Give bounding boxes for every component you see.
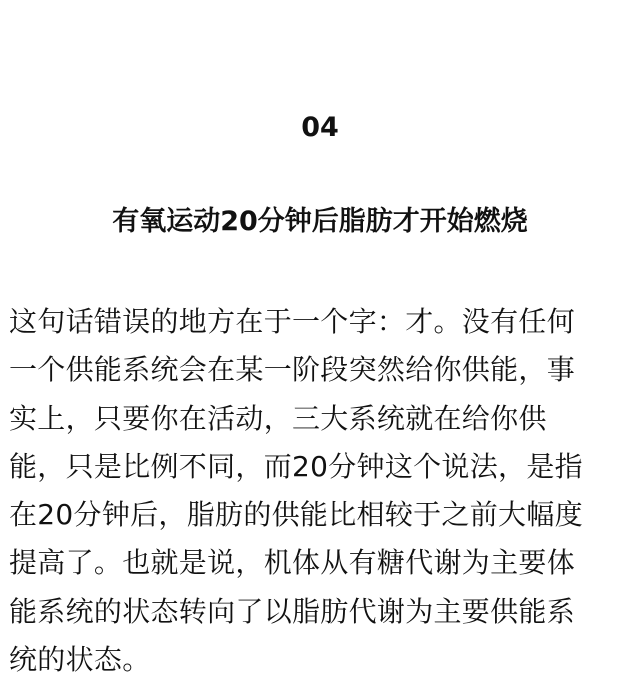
body-line: 能系统的状态转向了以脂肪代谢为主要供能系	[9, 594, 576, 628]
body-line: 能，只是比例不同，而20分钟这个说法，是指	[9, 449, 583, 483]
body-line: 统的状态。	[9, 643, 151, 677]
section-number: 04	[301, 112, 339, 143]
body-line: 实上，只要你在活动，三大系统就在给你供	[9, 401, 547, 435]
section-title: 有氧运动20分钟后脂肪才开始燃烧	[112, 206, 528, 237]
article-body	[9, 298, 635, 684]
body-line: 在20分钟后，脂肪的供能比相较于之前大幅度	[9, 498, 583, 532]
body-line: 提高了。也就是说，机体从有糖代谢为主要体	[9, 546, 576, 580]
body-line: 一个供能系统会在某一阶段突然给你供能，事	[9, 353, 576, 387]
body-line: 这句话错误的地方在于一个字：才。没有任何	[9, 305, 576, 338]
